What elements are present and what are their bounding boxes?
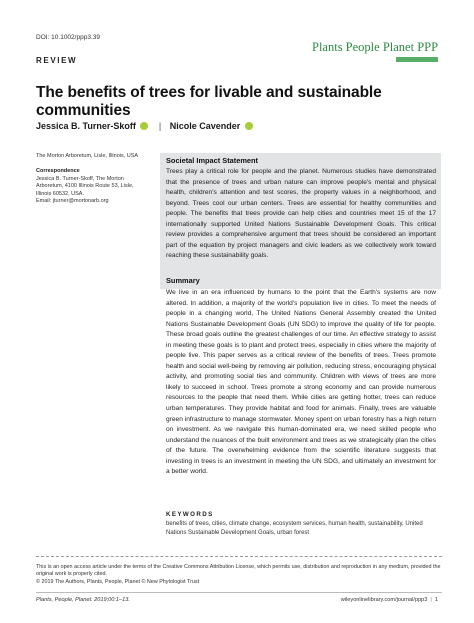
orcid-icon[interactable] <box>245 122 253 130</box>
correspondence-line: Arboretum, 4100 Illinois Route 53, Lisle, <box>36 183 134 190</box>
journal-logo-bar <box>396 57 438 62</box>
copyright-text: © 2019 The Authors, Plants, People, Planet © New Phytologist Trust <box>36 578 200 585</box>
correspondence-email[interactable]: Email: jturner@mortonarb.org <box>36 197 109 204</box>
footer-right <box>341 597 438 603</box>
journal-logo-text: Plants People Planet PPP <box>312 40 439 54</box>
journal-logo[interactable] <box>312 40 438 62</box>
author-list <box>36 121 255 131</box>
article-type-label: REVIEW <box>36 56 78 65</box>
correspondence-line: Jessica B. Turner-Skoff, The Morton <box>36 176 124 182</box>
summary-text: We live in an era influenced by humans to the point that the Earth's systems are now altered. In addition, a majority of the world's population live in cities. To meet the needs of people in a changing world, The United Nations General Assembly created the United Nations Sustainable Development Goals (UN SDG) to improve the quality of life for people. These broad goals outline the greatest challenges of our time. An effective strategy to assist in meeting these goals is to plant and protect trees, especially in cities where the majority of people live. This paper serves as a critical review of the benefits of trees. Trees promote health and social well-being by removing air pollution, reducing stress, encouraging physical activity, and promoting social ties and community. Children with views of trees are more likely to succeed in school. Trees promote a strong economy and can provide numerous resources to the people that need them. While cities are getting hotter, trees can reduce urban temperatures. They provide habitat and food for animals. Finally, trees are valuable green infrastructure to manage stormwater. Money spent on urban forestry has a high return on investment. As we navigate this human-dominated era, we need skilled people who understand the nuances of the built environment and trees as we strategically plan the cities of the future. The overwhelming evidence from the scientific literature suggests that investing in trees is an investment in meeting the UN SDG, and ultimately an investment for a better world. <box>166 289 436 476</box>
keywords-text: benefits of trees, cities, climate change, ecosystem services, human health, sustainability, United Nations Sustainable Development Goals, urban forest <box>166 521 423 537</box>
journal-url[interactable]: wileyonlinelibrary.com/journal/ppp3 <box>340 597 428 603</box>
correspondence-address <box>36 176 158 205</box>
article-title: The benefits of trees for livable and sustainable communities <box>36 84 382 119</box>
correspondence-line: Illinois 60532, USA. <box>36 190 84 197</box>
citation-line: Plants, People, Planet. 2019;00:1–13. <box>36 597 130 603</box>
summary-heading: Summary <box>166 276 200 285</box>
affiliation: The Morton Arboretum, Lisle, Illinois, USA <box>36 153 139 159</box>
author-separator: | <box>158 121 162 131</box>
author-name[interactable]: Jessica B. Turner-Skoff <box>36 121 136 131</box>
footnote-divider <box>36 556 442 557</box>
impact-statement-heading: Societal Impact Statement <box>166 156 259 165</box>
license-footnote <box>36 564 444 586</box>
correspondence-heading: Correspondence <box>36 168 80 174</box>
footer-divider <box>36 592 442 593</box>
page-number: 1 <box>434 597 438 603</box>
author-name[interactable]: Nicole Cavender <box>169 121 241 131</box>
impact-statement-text: Trees play a critical role for people and the planet. Numerous studies have demonstrated that the presence of trees and urban nature can improve people's mental and physical health, children's attention and test scores, the property values in a neighborhood, and beyond. Trees cool our urban centers. Trees are essential for healthy communities and people. The benefits that trees provide can help cities and countries meet 15 of the 17 internationally supported United Nations Sustainable Development Goals. This critical review provides a comprehensive argument that trees should be considered an important part of the equation by project managers and civic leaders as we collectively work toward reaching these sustainability goals. <box>166 168 436 260</box>
page-separator: | <box>430 597 432 603</box>
license-text: This is an open access article under the terms of the Creative Commons Attribution License, which permits use, distribution and reproduction in any medium, provided the original work is properly cited. <box>36 564 441 578</box>
keywords-heading: KEYWORDS <box>166 511 214 518</box>
orcid-icon[interactable] <box>140 122 148 130</box>
doi: DOI: 10.1002/ppp3.39 <box>36 34 100 41</box>
